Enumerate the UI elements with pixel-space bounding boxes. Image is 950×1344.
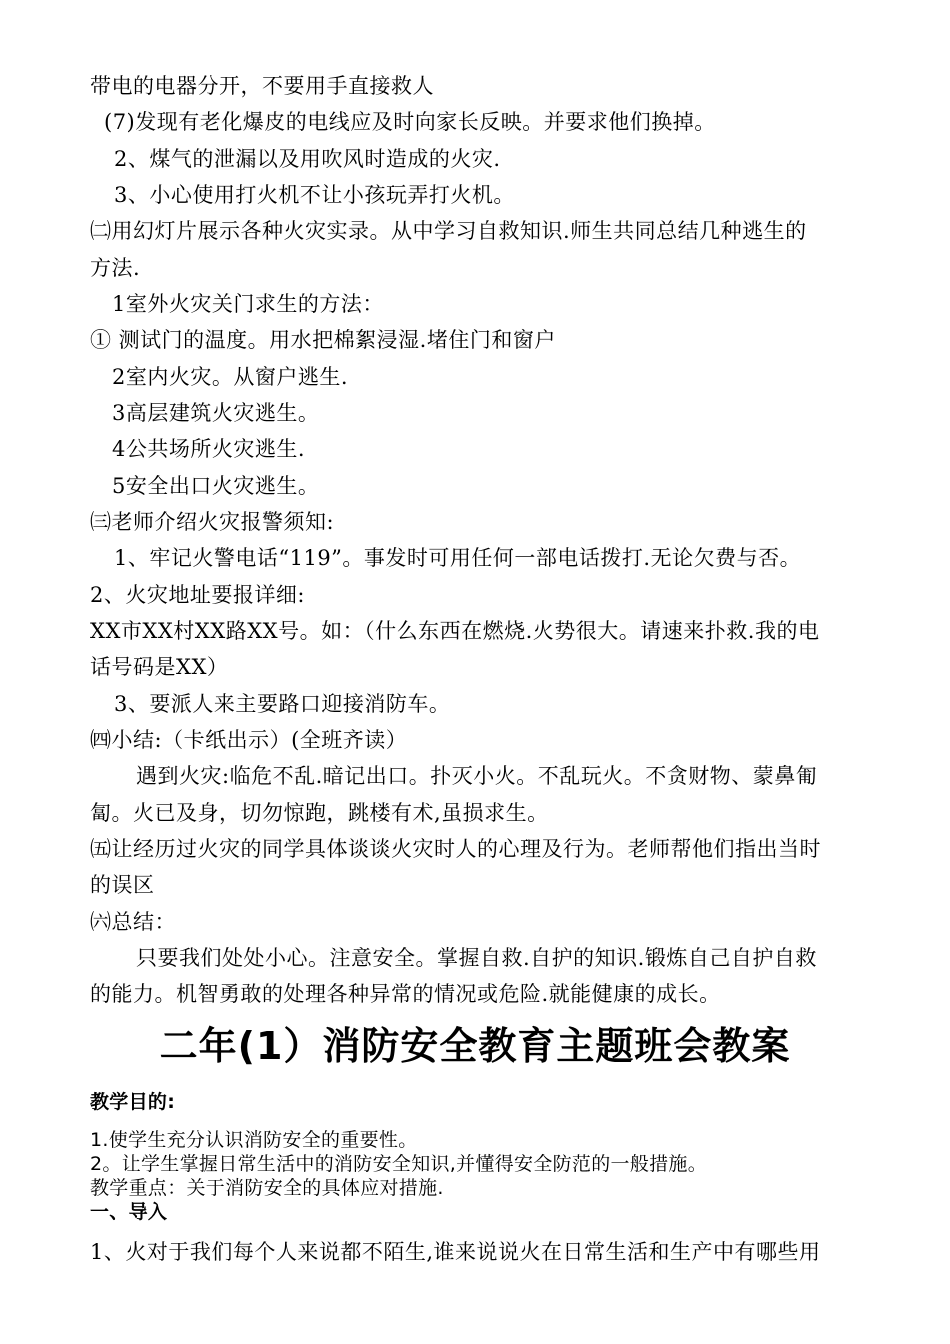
text-line: 话号码是XX） (90, 655, 229, 679)
text-line: 2、火灾地址要报详细: (90, 583, 305, 607)
text-line: 2、煤气的泄漏以及用吹风时造成的火灾. (114, 147, 501, 171)
text-line: 1、火对于我们每个人来说都不陌生,谁来说说火在日常生活和生产中有哪些用 (90, 1240, 821, 1264)
text-line: ㈡用幻灯片展示各种火灾实录。从中学习自救知识.师生共同总结几种逃生的 (90, 219, 807, 243)
text-line: XX市XX村XX路XX号。如：（什么东西在燃烧.火势很大。请速来扑救.我的电 (90, 619, 820, 643)
text-line: 3、要派人来主要路口迎接消防车。 (114, 692, 451, 716)
text-line: 匐。火已及身，切勿惊跑，跳楼有术,虽损求生。 (90, 801, 549, 825)
text-line: ① 测试门的温度。用水把棉絮浸湿.堵住门和窗户 (90, 328, 556, 352)
section-heading: 教学目的: (90, 1091, 176, 1113)
text-line: 3、小心使用打火机不让小孩玩弄打火机。 (114, 183, 515, 207)
text-line: 方法. (90, 256, 141, 280)
text-line: 1室外火灾关门求生的方法： (112, 292, 384, 316)
text-line: 的能力。机智勇敢的处理各种异常的情况或危险.就能健康的成长。 (90, 982, 721, 1006)
text-line: 5安全出口火灾逃生。 (112, 474, 320, 498)
section-subheading: 一、导入 (90, 1201, 168, 1223)
text-line: ㈤让经历过火灾的同学具体谈谈火灾时人的心理及行为。老师帮他们指出当时 (90, 837, 821, 861)
text-line: (7)发现有老化爆皮的电线应及时向家长反映。并要求他们换掉。 (104, 110, 716, 134)
text-line: ㈣小结:（卡纸出示）(全班齐读） (90, 728, 408, 752)
document-title: 二年(1）消防安全教育主题班会教案 (159, 1024, 791, 1068)
text-line: 带电的电器分开，不要用手直接救人 (90, 74, 434, 98)
text-line: 只要我们处处小心。注意安全。掌握自救.自护的知识.锻炼自己自护自救 (136, 946, 817, 970)
text-line: 2。让学生掌握日常生活中的消防安全知识,并懂得安全防范的一般措施。 (90, 1153, 708, 1175)
text-line: 1.使学生充分认识消防安全的重要性。 (90, 1129, 418, 1151)
text-line: ㈥总结： (90, 910, 176, 934)
text-line: 教学重点：关于消防安全的具体应对措施. (90, 1177, 444, 1199)
text-line: 2室内火灾。从窗户逃生. (112, 365, 349, 389)
text-line: 遇到火灾:临危不乱.暗记出口。扑灭小火。不乱玩火。不贪财物、蒙鼻匍 (136, 764, 818, 788)
text-line: 3高层建筑火灾逃生。 (112, 401, 320, 425)
text-line: ㈢老师介绍火灾报警须知: (90, 510, 335, 534)
text-line: 1、牢记火警电话“119”。事发时可用任何一部电话拨打.无论欠费与否。 (114, 546, 802, 570)
text-line: 的误区 (90, 873, 155, 897)
text-line: 4公共场所火灾逃生. (112, 437, 306, 461)
